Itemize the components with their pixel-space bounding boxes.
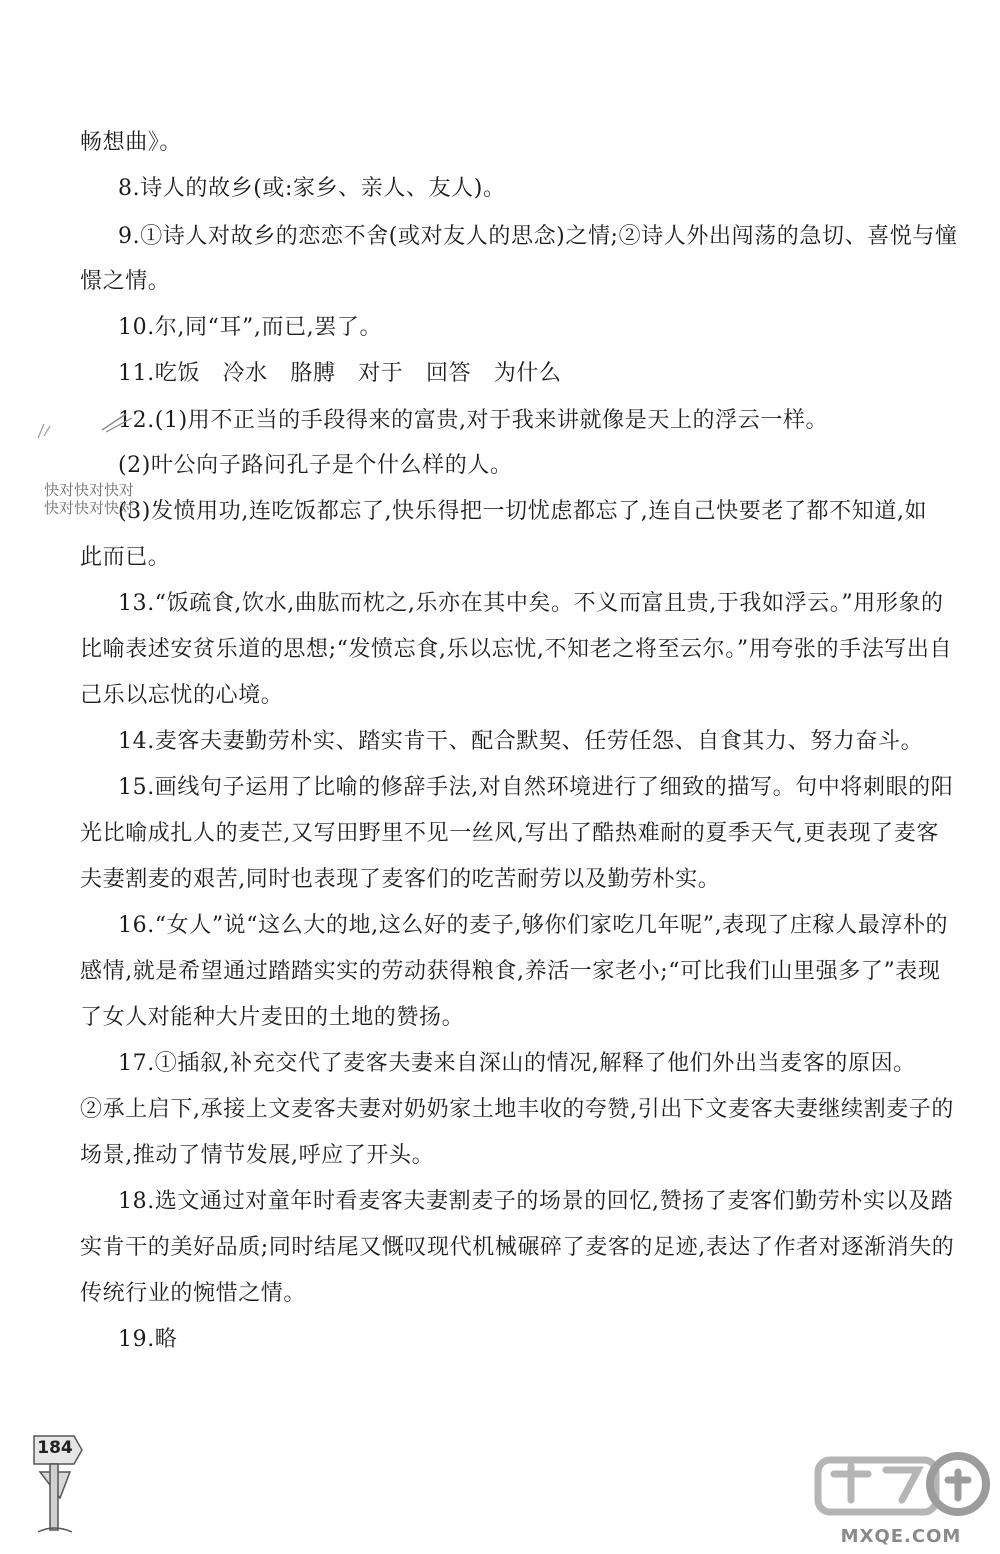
- text-line: 9.①诗人对故乡的恋恋不舍(或对友人的思念)之情;②诗人外出闯荡的急切、喜悦与憧: [118, 224, 958, 249]
- text-line: 传统行业的惋惜之情。: [80, 1281, 307, 1306]
- text-line: 13.“饭疏食,饮水,曲肱而枕之,乐亦在其中矣。不义而富且贵,于我如浮云。”用形象的: [118, 591, 944, 616]
- text-line: 实肯干的美好品质;同时结尾又慨叹现代机械碾碎了麦客的足迹,表达了作者对逐渐消失的: [80, 1235, 955, 1260]
- site-logo: [808, 1408, 994, 1548]
- text-line: 光比喻成扎人的麦芒,又写田野里不见一丝风,写出了酷热难耐的夏季天气,更表现了麦客: [80, 821, 939, 846]
- text-line: (3)发愤用功,连吃饭都忘了,快乐得把一切忧虑都忘了,连自己快要老了都不知道,如: [118, 499, 928, 524]
- logo-icon: [808, 1408, 994, 1528]
- text-line: 15.画线句子运用了比喻的修辞手法,对自然环境进行了细致的描写。句中将刺眼的阳: [118, 775, 954, 800]
- page-number: 184: [37, 1438, 73, 1458]
- watermark: [44, 481, 134, 517]
- text-line: 12.(1)用不正当的手段得来的富贵,对于我来讲就像是天上的浮云一样。: [118, 408, 829, 433]
- text-line: 11.吃饭 冷水 胳膊 对于 回答 为什么: [118, 361, 562, 386]
- logo-site-text: MXQE.COM: [840, 1526, 962, 1547]
- text-line: 畅想曲》。: [80, 130, 183, 155]
- watermark-line: 快对快对快对: [44, 481, 135, 499]
- text-line: 憬之情。: [80, 269, 171, 294]
- text-line: 比喻表述安贫乐道的思想;“发愤忘食,乐以忘忧,不知老之将至云尔。”用夸张的手法写出自: [80, 637, 953, 662]
- text-line: 18.选文通过对童年时看麦客夫妻割麦子的场景的回忆,赞扬了麦客们勤劳朴实以及踏: [118, 1189, 954, 1214]
- text-line: 场景,推动了情节发展,呼应了开头。: [80, 1143, 435, 1168]
- text-line: 19.略: [118, 1327, 178, 1352]
- text-line: 此而已。: [80, 545, 171, 570]
- text-line: 了女人对能种大片麦田的土地的赞扬。: [80, 1005, 465, 1030]
- text-line: (2)叶公向子路问孔子是个什么样的人。: [118, 453, 513, 478]
- page-number-badge: [30, 1432, 86, 1542]
- text-line: 夫妻割麦的艰苦,同时也表现了麦客们的吃苦耐劳以及勤劳朴实。: [80, 867, 721, 892]
- text-line: 感情,就是希望通过踏踏实实的劳动获得粮食,养活一家老小;“可比我们山里强多了”表现: [80, 959, 941, 984]
- text-line: 8.诗人的故乡(或:家乡、亲人、友人)。: [118, 176, 506, 201]
- text-line: 16.“女人”说“这么大的地,这么好的麦子,够你们家吃几年呢”,表现了庄稼人最淳朴的: [118, 913, 949, 938]
- text-line: 14.麦客夫妻勤劳朴实、踏实肯干、配合默契、任劳任怨、自食其力、努力奋斗。: [118, 729, 924, 754]
- text-line: 10.尔,同“耳”,而已,罢了。: [118, 315, 383, 340]
- text-line: ②承上启下,承接上文麦客夫妻对奶奶家土地丰收的夸赞,引出下文麦客夫妻继续割麦子的: [80, 1097, 954, 1122]
- pencil-mark-icon: [30, 400, 140, 440]
- watermark-line: 快对快对快对: [44, 499, 135, 517]
- text-line: 己乐以忘忧的心境。: [80, 683, 284, 708]
- text-line: 17.①插叙,补充交代了麦客夫妻来自深山的情况,解释了他们外出当麦客的原因。: [118, 1051, 916, 1076]
